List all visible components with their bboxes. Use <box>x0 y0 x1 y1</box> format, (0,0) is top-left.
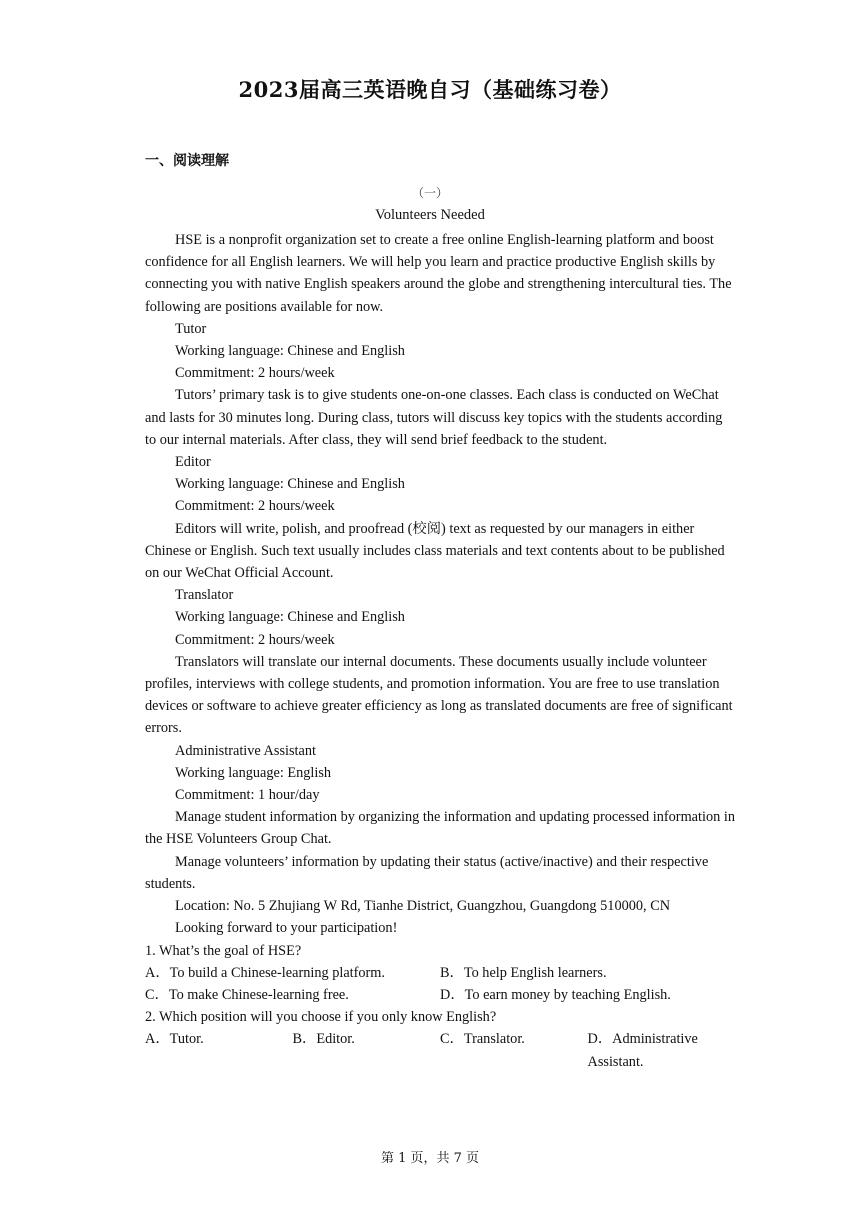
admin-commitment: Commitment: 1 hour/day <box>175 787 320 804</box>
option-2c: C．Translator. <box>440 1031 525 1048</box>
question-options-1-row2 <box>145 984 735 1006</box>
position-heading-tutor: Tutor <box>175 320 207 337</box>
admin-task-students: Manage student information by organizing the information and updating processed information in the HSE Volunteers Group Chat. <box>145 809 735 848</box>
option-1d: D．To earn money by teaching English. <box>440 986 671 1003</box>
page-footer: 第 1 页，共 7 页 <box>380 1151 480 1166</box>
editor-description: Editors will write, polish, and proofread (校阅) text as requested by our managers in either Chinese or English. Such text usually includes class materials and text contents about to be published on our WeChat Official Account. <box>145 520 725 582</box>
translator-commitment: Commitment: 2 hours/week <box>175 631 335 648</box>
passage-number: （一） <box>411 186 448 200</box>
document-title: 2023届高三英语晚自习（基础练习卷） <box>238 77 622 102</box>
passage-title: Volunteers Needed <box>375 207 485 223</box>
question-stem-1: 1. What’s the goal of HSE? <box>145 942 302 959</box>
admin-language: Working language: English <box>175 764 332 781</box>
option-2b: B．Editor. <box>292 1031 355 1048</box>
option-1b: B．To help English learners. <box>440 964 607 981</box>
question-stem-2: 2. Which position will you choose if you only know English? <box>145 1009 497 1026</box>
question-options-2 <box>145 1028 735 1072</box>
tutor-description: Tutors’ primary task is to give students one-on-one classes. Each class is conducted on WeChat and lasts for 30 minutes long. During class, tutors will discuss key topics with the students according to our internal materials. After class, they will send brief feedback to the student. <box>145 387 723 448</box>
option-2a: A．Tutor. <box>145 1031 204 1048</box>
option-1c: C．To make Chinese-learning free. <box>145 986 349 1003</box>
location: Location: No. 5 Zhujiang W Rd, Tianhe District, Guangzhou, Guangdong 510000, CN <box>175 898 671 915</box>
section-heading: 一、阅读理解 <box>145 153 229 169</box>
editor-language: Working language: Chinese and English <box>175 476 405 493</box>
position-heading-admin: Administrative Assistant <box>175 742 316 759</box>
tutor-language: Working language: Chinese and English <box>175 343 405 360</box>
admin-task-volunteers: Manage volunteers’ information by updating their status (active/inactive) and their respective students. <box>145 853 709 892</box>
translator-language: Working language: Chinese and English <box>175 609 405 626</box>
closing-line: Looking forward to your participation! <box>175 920 398 937</box>
question-options-1 <box>145 962 735 984</box>
tutor-commitment: Commitment: 2 hours/week <box>175 365 335 382</box>
editor-commitment: Commitment: 2 hours/week <box>175 498 335 515</box>
position-heading-translator: Translator <box>175 587 234 604</box>
option-2d: D．Administrative Assistant. <box>587 1031 698 1070</box>
position-heading-editor: Editor <box>175 454 211 471</box>
passage-body <box>145 229 735 1073</box>
option-1a: A．To build a Chinese-learning platform. <box>145 964 386 981</box>
translator-description: Translators will translate our internal documents. These documents usually include volunteer profiles, interviews with college students, and promotion information. You are free to use translation devices or software to achieve greater efficiency as long as translated documents are free of significant errors. <box>145 653 733 737</box>
paragraph-intro: HSE is a nonprofit organization set to create a free online English-learning platform and boost confidence for all English learners. We will help you learn and practice productive English skills by connecting you with native English speakers around the globe and strengthening intercultural ties. The following are positions available for now. <box>145 232 732 315</box>
